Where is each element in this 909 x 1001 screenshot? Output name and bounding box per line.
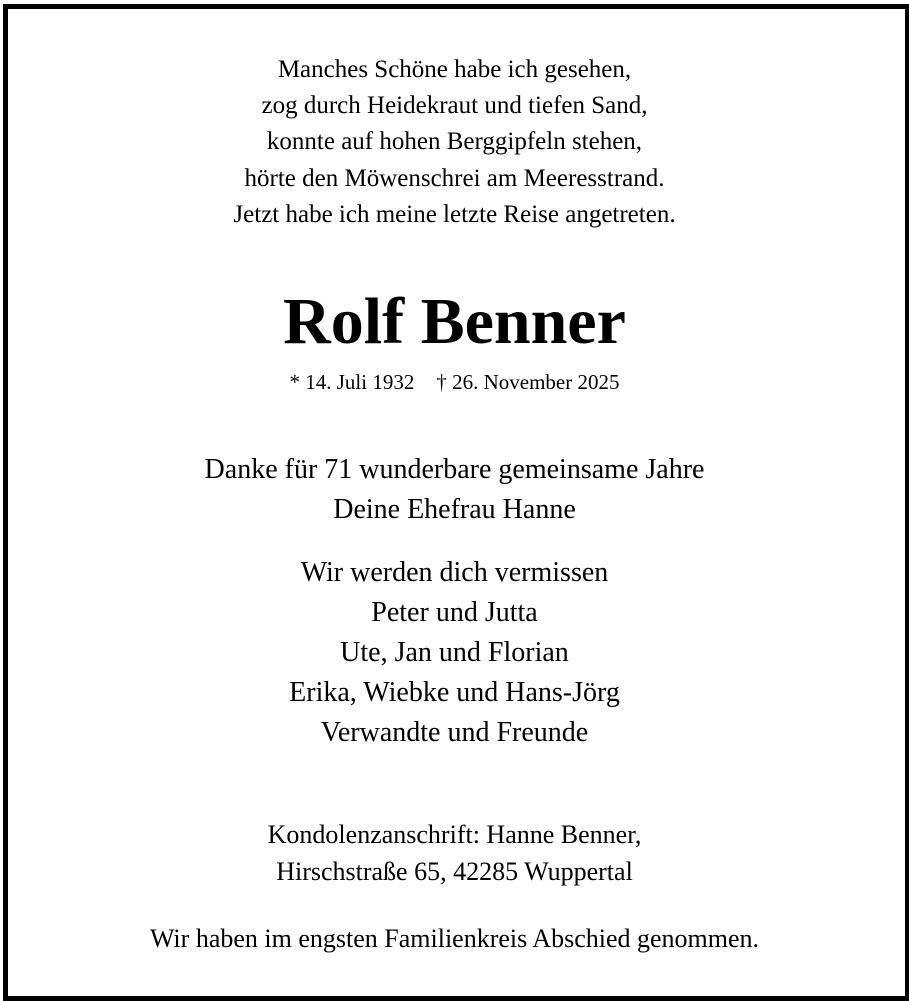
poem-line-5: Jetzt habe ich meine letzte Reise angetreten.	[233, 201, 676, 228]
thanks-line-1: Danke für 71 wunderbare gemeinsame Jahre	[204, 454, 705, 485]
condolence-address-line-2: Hirschstraße 65, 42285 Wuppertal	[276, 857, 633, 886]
life-dates	[0, 370, 909, 395]
poem-line-1: Manches Schöne habe ich gesehen,	[277, 56, 632, 83]
poem-line-4: hörte den Möwenschrei am Meeresstrand.	[244, 165, 665, 192]
poem-line-2: zog durch Heidekraut und tiefen Sand,	[261, 92, 648, 119]
thanks-line-2: Deine Ehefrau Hanne	[333, 494, 576, 525]
mourners-line-1: Wir werden dich vermissen	[300, 557, 609, 588]
death-date: † 26. November 2025	[436, 370, 620, 394]
mourners-line-2: Peter und Jutta	[371, 597, 538, 628]
birth-date: * 14. Juli 1932	[289, 370, 415, 394]
deceased-name: Rolf Benner	[283, 285, 626, 358]
mourners-line-4: Erika, Wiebke und Hans-Jörg	[289, 677, 620, 708]
mourners-line-5: Verwandte und Freunde	[320, 717, 589, 748]
condolence-address-line-1: Kondolenzanschrift: Hanne Benner,	[267, 820, 642, 849]
mourners-line-3: Ute, Jan und Florian	[340, 637, 569, 668]
closing-note: Wir haben im engsten Familienkreis Abschied genommen.	[149, 924, 760, 953]
poem-line-3: konnte auf hohen Berggipfeln stehen,	[266, 128, 643, 155]
